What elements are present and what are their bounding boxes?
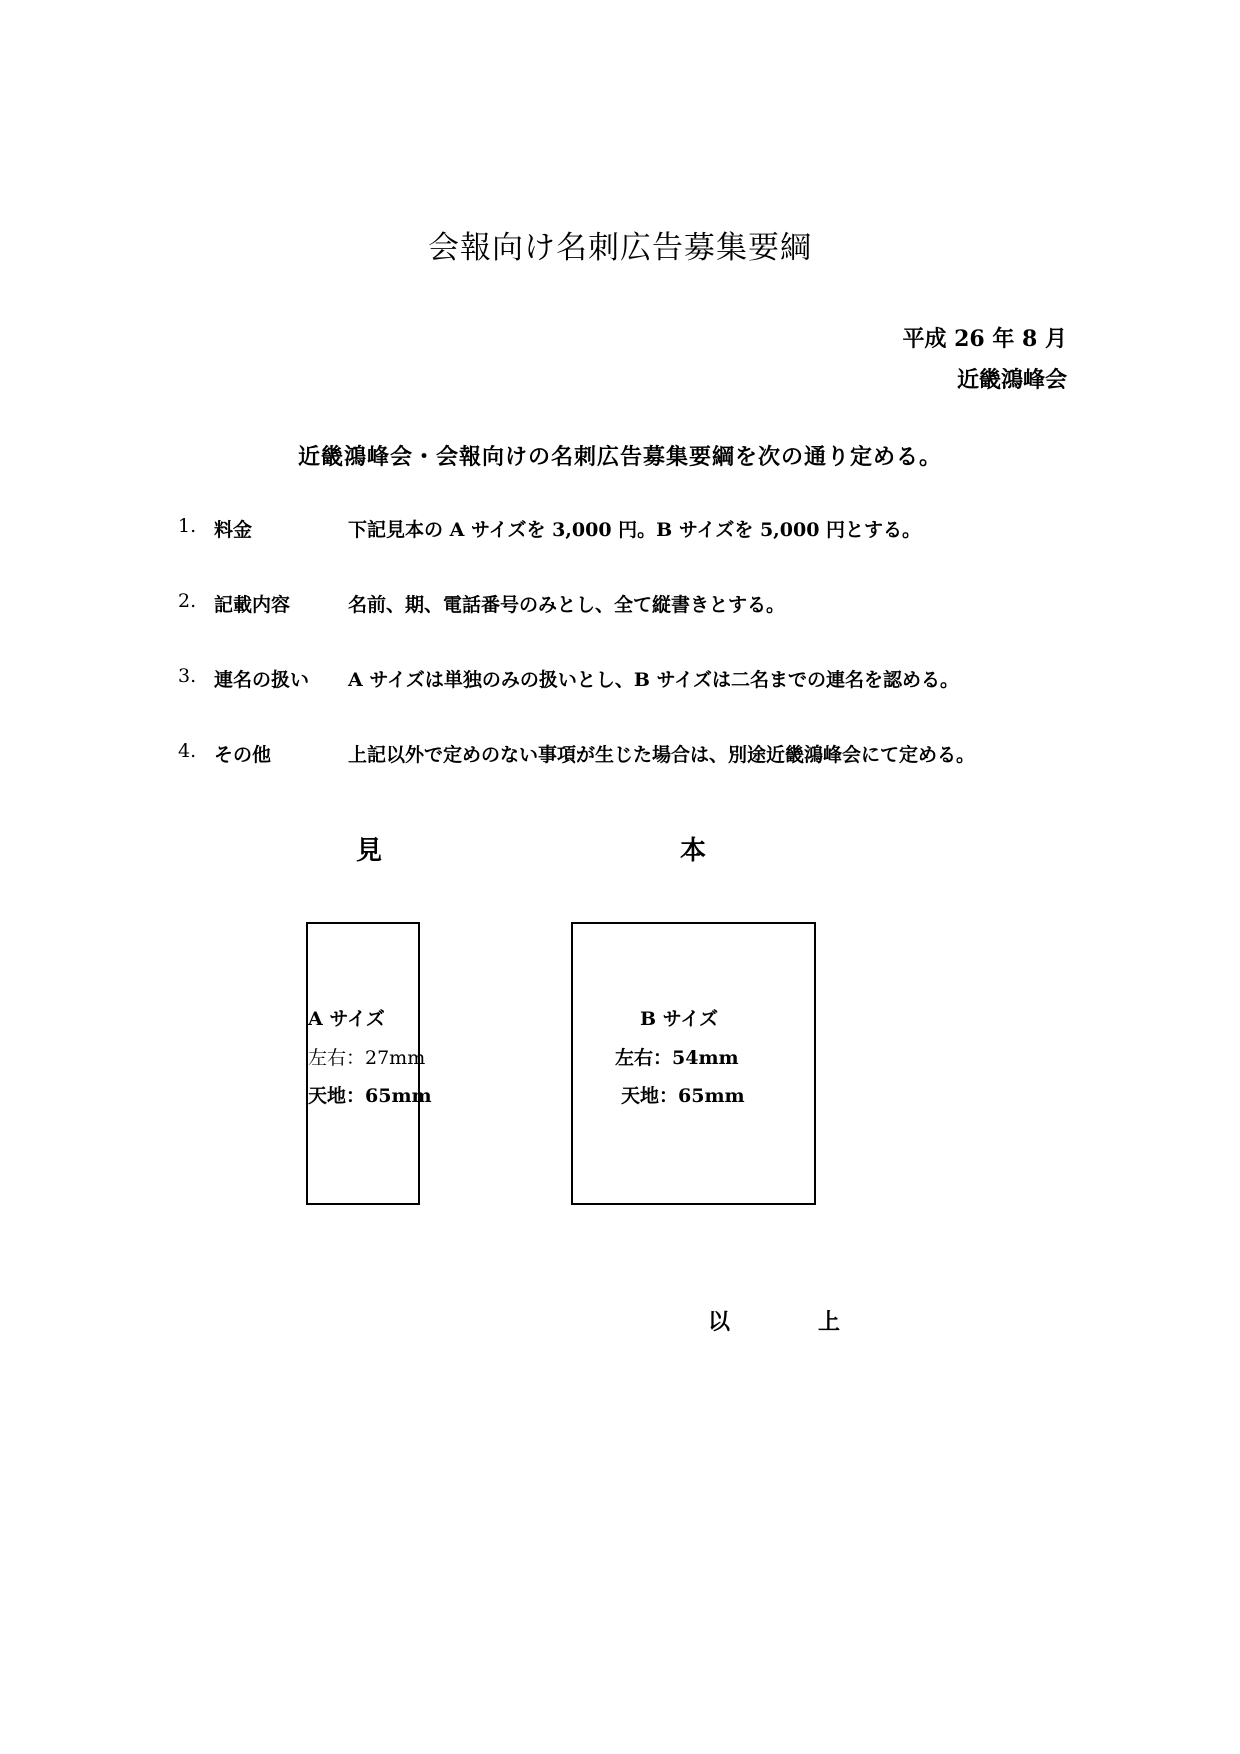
size-b-height: 天地：65mm — [621, 1085, 745, 1107]
size-b-width: 左右：54mm — [615, 1047, 739, 1069]
item-number: 4. — [178, 740, 197, 762]
size-b-name: B サイズ — [640, 1008, 719, 1030]
document-title: 会報向け名刺広告募集要綱 — [428, 230, 812, 266]
sample-heading-right: 本 — [680, 836, 707, 866]
closing-right: 上 — [818, 1309, 841, 1335]
list-item — [178, 515, 1078, 545]
size-a-height: 天地：65mm — [308, 1085, 432, 1107]
list-item — [178, 590, 1078, 620]
item-text: A サイズは単独のみの扱いとし、B サイズは二名までの連名を認める。 — [348, 669, 959, 691]
document-organization: 近畿鴻峰会 — [956, 367, 1067, 393]
item-text: 上記以外で定めのない事項が生じた場合は、別途近畿鴻峰会にて定める。 — [348, 744, 976, 766]
sample-heading-left: 見 — [356, 836, 383, 866]
item-text: 下記見本の A サイズを 3,000 円。B サイズを 5,000 円とする。 — [348, 519, 922, 541]
item-number: 3. — [178, 665, 197, 687]
item-label: 記載内容 — [214, 594, 291, 616]
document-date: 平成 26 年 8 月 — [902, 326, 1067, 352]
item-label: その他 — [214, 744, 272, 766]
intro-text: 近畿鴻峰会・会報向けの名刺広告募集要綱を次の通り定める。 — [297, 444, 942, 470]
closing-left: 以 — [708, 1309, 731, 1335]
size-a-name: A サイズ — [308, 1008, 385, 1030]
item-text: 名前、期、電話番号のみとし、全て縦書きとする。 — [348, 594, 786, 616]
list-item — [178, 740, 1078, 770]
list-item — [178, 665, 1078, 695]
item-label: 料金 — [214, 519, 253, 541]
item-number: 2. — [178, 590, 197, 612]
item-number: 1. — [178, 515, 197, 537]
item-label: 連名の扱い — [214, 669, 310, 691]
size-a-width: 左右：27mm — [308, 1047, 426, 1069]
